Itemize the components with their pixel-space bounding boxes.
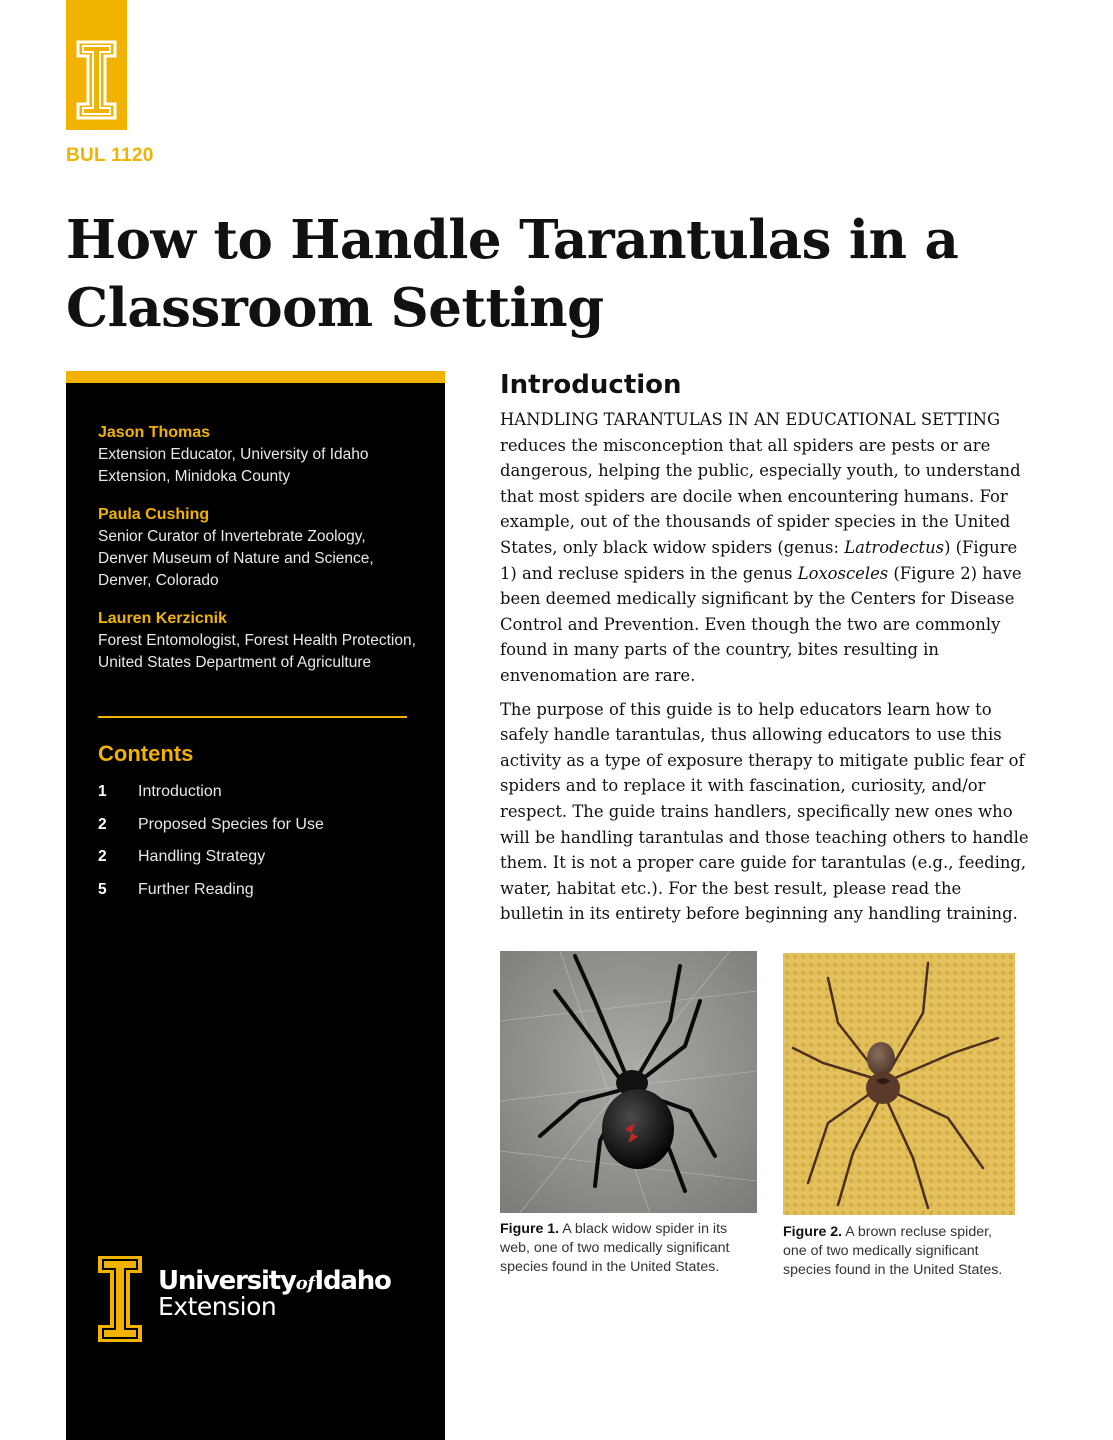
author-block bbox=[98, 504, 418, 592]
logo-university: University bbox=[158, 1266, 296, 1296]
paragraph bbox=[500, 407, 1030, 689]
toc-label: Handling Strategy bbox=[138, 848, 266, 866]
toc-page-number: 1 bbox=[98, 783, 107, 801]
toc-label: Proposed Species for Use bbox=[138, 815, 324, 833]
contents-list bbox=[98, 776, 418, 906]
toc-page-number: 2 bbox=[98, 848, 107, 866]
caption-text: A black widow spider in its web, one of two medically significant species found in the United States. bbox=[500, 1221, 730, 1275]
text-run: ) (Figure 1) and recluse spiders in the genus bbox=[500, 537, 1018, 583]
section-heading-introduction: Introduction bbox=[500, 370, 682, 400]
university-of-idaho-extension-logo bbox=[98, 1256, 418, 1346]
text-run: (Figure 2) have been deemed medically significant by the Centers for Disease Control and Prevention. Even though the two are commonly found in many parts of the country, bites resulting in envenomation are rare. bbox=[500, 563, 1022, 685]
figure-label: Figure 1. bbox=[500, 1221, 560, 1237]
page-title: How to Handle Tarantulas in a Classroom Setting bbox=[66, 209, 959, 339]
toc-item-proposed-species[interactable] bbox=[98, 809, 418, 842]
toc-item-handling-strategy[interactable] bbox=[98, 841, 418, 874]
text-run: reduces the misconception that all spiders are pests or are dangerous, helping the public, especially youth, to understand that most spiders are docile when encountering humans. For example, out of the thousands of spider species in the United States, only black widow spiders (genus: bbox=[500, 435, 1021, 557]
contents-heading: Contents bbox=[98, 741, 194, 766]
logo-idaho: Idaho bbox=[314, 1266, 391, 1296]
caption-text: A brown recluse spider, one of two medically significant species found in the United States. bbox=[783, 1224, 1003, 1278]
logo-of: of bbox=[295, 1273, 315, 1294]
genus-latrodectus: Latrodectus bbox=[844, 537, 945, 557]
toc-item-introduction[interactable] bbox=[98, 776, 418, 809]
introduction-body bbox=[500, 407, 1030, 935]
figure-label: Figure 2. bbox=[783, 1224, 843, 1240]
idaho-i-icon bbox=[76, 40, 117, 120]
author-name: Paula Cushing bbox=[98, 506, 210, 523]
figure-1-caption bbox=[500, 1220, 740, 1277]
toc-label: Further Reading bbox=[138, 880, 254, 898]
toc-label: Introduction bbox=[138, 783, 222, 801]
author-name: Jason Thomas bbox=[98, 424, 211, 441]
toc-item-further-reading[interactable] bbox=[98, 874, 418, 907]
toc-page-number: 2 bbox=[98, 815, 107, 833]
sidebar-accent-bar bbox=[66, 371, 445, 383]
sidebar bbox=[66, 371, 445, 1440]
logo-wordmark bbox=[158, 1266, 391, 1321]
author-block bbox=[98, 608, 418, 674]
genus-loxosceles: Loxosceles bbox=[797, 563, 889, 583]
logo-extension: Extension bbox=[158, 1292, 277, 1321]
figure-2-brown-recluse-photo bbox=[783, 953, 1015, 1215]
figure-2-caption bbox=[783, 1223, 1015, 1280]
toc-page-number: 5 bbox=[98, 880, 107, 898]
idaho-i-logo-icon bbox=[98, 1256, 142, 1342]
paragraph: The purpose of this guide is to help educators learn how to safely handle tarantulas, thus allowing educators to use this activity as a type of exposure therapy to mitigate public fear of spiders and to replace it with fascination, curiosity, and/or respect. The guide trains handlers, specifically new ones who will be handling tarantulas and those teaching others to handle them. It is not a proper care guide for tarantulas (e.g., feeding, water, habitat etc.). For the best result, please read the bulletin in its entirety before beginning any handling training. bbox=[500, 699, 1029, 924]
lead-in: HANDLING TARANTULAS IN AN EDUCATIONAL SETTING bbox=[500, 410, 1001, 429]
author-role: Extension Educator, University of Idaho Extension, Minidoka County bbox=[98, 446, 369, 485]
author-block bbox=[98, 422, 418, 488]
bulletin-code: BUL 1120 bbox=[66, 145, 154, 166]
author-name: Lauren Kerzicnik bbox=[98, 610, 227, 627]
sidebar-divider bbox=[98, 716, 407, 718]
author-role: Senior Curator of Invertebrate Zoology, Denver Museum of Nature and Science, Denver, Colorado bbox=[98, 528, 374, 589]
top-logo-tab bbox=[66, 0, 127, 130]
author-role: Forest Entomologist, Forest Health Protection, United States Department of Agriculture bbox=[98, 632, 416, 671]
figure-1-black-widow-photo bbox=[500, 951, 757, 1213]
